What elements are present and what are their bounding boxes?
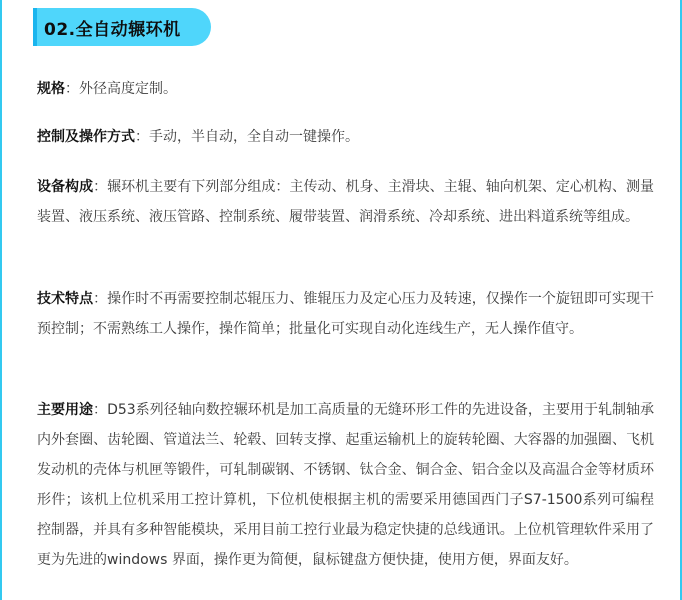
spec-label: 控制及操作方式 [37,129,135,145]
spec-separator: ： [93,402,108,418]
spec-label: 主要用途 [37,402,94,418]
spec-separator: ： [93,179,108,195]
spec-separator: ： [93,291,108,307]
spec-text: 操作时不再需要控制芯辊压力、锥辊压力及定心压力及转速，仅操作一个旋钮即可实现干预控制；不需熟练工人操作，操作简单；批量化可实现自动化连线生产，无人操作值守。 [37,291,655,337]
spec-label: 技术特点 [37,291,94,307]
spec-separator: ： [135,129,149,145]
spec-paragraph-control [37,122,654,152]
spec-text: 手动，半自动，全自动一键操作。 [149,129,359,145]
spec-paragraph-features [37,284,654,344]
spec-label: 设备构成 [37,179,94,195]
section-title-banner [33,8,211,46]
spec-text: D53系列径轴向数控辗环机是加工高质量的无缝环形工件的先进设备，主要用于轧制轴承内外套圈、齿轮圈、管道法兰、轮毂、回转支撑、起重运输机上的旋转轮圈、大容器的加强圈、飞机发动机的壳体与机匣等锻件，可轧制碳钢、不锈钢、钛合金、铜合金、铝合金以及高温合金等材质环形件；该机上位机采用工控计算机，下位机使根据主机的需要采用德国西门子S7-1500系列可编程控制器，并具有多种智能模块，采用目前工控行业最为稳定快捷的总线通讯。上位机管理软件采用了更为先进的windows 界面，操作更为简便，鼠标键盘方便快捷，使用方便，界面友好。 [37,402,655,568]
spec-text: 外径高度定制。 [79,81,177,97]
spec-separator: ： [65,81,79,97]
spec-paragraph-size [37,74,654,104]
spec-text: 辗环机主要有下列部分组成：主传动、机身、主滑块、主辊、轴向机架、定心机构、测量装置、液压系统、液压管路、控制系统、履带装置、润滑系统、冷却系统、进出料道系统等组成。 [37,179,655,225]
spec-paragraph-usage [37,395,654,575]
section-title: 02.全自动辗环机 [44,19,181,40]
spec-label: 规格 [37,81,65,97]
spec-paragraph-composition [37,172,654,232]
